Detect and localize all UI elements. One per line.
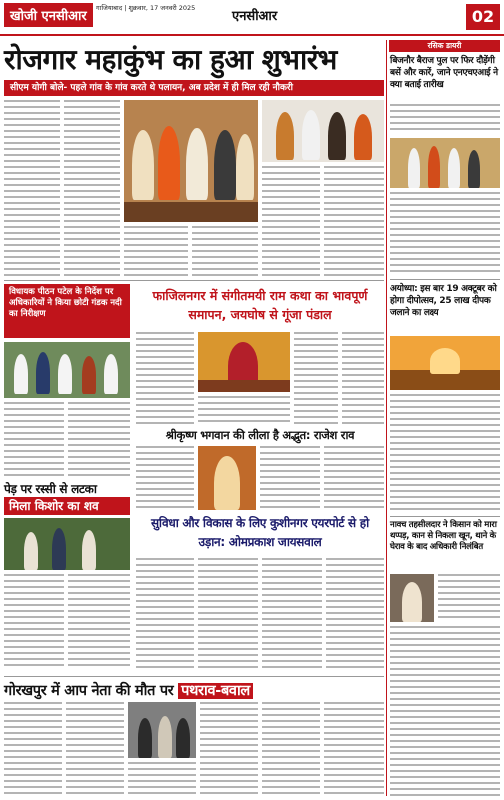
violence-headline-highlight: पथराव-बवाल — [178, 683, 253, 699]
tree-photo — [4, 518, 130, 570]
inspection-text-col-1 — [4, 402, 64, 476]
page-number: 02 — [466, 4, 500, 30]
lead-subheadline: सीएम योगी बोले- पहले गांव के गांव करते थे पलायन, अब प्रदेश में ही मिल रही नौकरी — [4, 80, 384, 96]
tree-headline-top: पेड़ पर रस्सी से लटका — [4, 482, 97, 496]
violence-text-col-3 — [128, 762, 196, 796]
airport-headline: सुविधा और विकास के लिए कुशीनगर एयरपोर्ट से हो उड़ान: ओमप्रकाश जायसवाल — [151, 516, 369, 549]
sidebar-story2-text — [390, 394, 500, 512]
airport-text-col-1 — [136, 558, 194, 670]
lead-headline: रोजगार महाकुंभ का हुआ शुभारंभ — [4, 43, 337, 76]
sidebar-story2-headline: अयोध्या: इस बार 19 अक्टूबर को होगा दीपोत्सव, 25 लाख दीपक जलाने का लक्ष्य — [390, 284, 497, 318]
airport-text-col-4 — [326, 558, 384, 670]
sidebar-rule — [386, 40, 387, 796]
sidebar-story1-text-2 — [390, 192, 500, 274]
lead-text-col-1 — [4, 100, 60, 276]
inspection-text-col-2 — [68, 402, 130, 476]
sidebar-tag: रसिक डायरी — [389, 40, 500, 52]
inspection-headline: विधायक पीठन पटेल के निर्देश पर अधिकारियों ने किया छोटी गंडक नदी का निरीक्षण — [4, 284, 130, 338]
sidebar-story3-headline: नावच तहसीलदार ने किसान को मारा थप्पड़, कान से निकला खून, थाने के घेराव के बाद अधिकारी निलंबित — [390, 520, 497, 552]
divider — [4, 280, 384, 281]
lead-text-col-6 — [324, 166, 384, 276]
lead-text-col-2 — [64, 100, 120, 276]
ramkatha-photo-2 — [198, 446, 256, 510]
lead-photo-right — [262, 100, 384, 162]
violence-text-col-4 — [200, 702, 258, 796]
divider — [390, 279, 500, 280]
lead-text-col-5 — [262, 166, 320, 276]
violence-text-col-5 — [262, 702, 320, 796]
ramkatha-photo — [198, 332, 290, 392]
paper-name: खोजी एनसीआर — [4, 3, 93, 27]
masthead-strip — [0, 0, 504, 36]
violence-photo — [128, 702, 196, 758]
sidebar-story1-headline: बिजनौर बैराज पुल पर फिर दौड़ेंगी बसें और कारें, जाने एनएचएआई ने क्या बताई तारीख — [390, 56, 498, 90]
airport-text-col-3 — [262, 558, 322, 670]
tree-headline-bottom: मिला किशोर का शव — [4, 497, 130, 515]
inspection-photo — [4, 342, 130, 398]
airport-text-col-2 — [198, 558, 258, 670]
tree-text-col-1 — [4, 574, 64, 670]
section-name: एनसीआर — [232, 9, 278, 24]
ramkatha-text-col-4 — [342, 332, 384, 424]
sidebar-story1-photo — [390, 138, 500, 188]
edition-line: गाजियाबाद | शुक्रवार, 17 जनवरी 2025 — [96, 4, 196, 12]
divider — [4, 676, 384, 677]
sidebar-story2-photo — [390, 336, 500, 390]
sidebar-story3-photo — [390, 574, 434, 622]
violence-text-col-1 — [4, 702, 62, 796]
sidebar-story3-text-1 — [438, 574, 500, 622]
ramkatha-text-col-5 — [136, 446, 194, 510]
ramkatha-text-col-3 — [294, 332, 338, 424]
violence-text-col-6 — [324, 702, 384, 796]
ramkatha-text-col-1 — [136, 332, 194, 424]
divider — [390, 516, 500, 517]
sidebar-story3-text-2 — [390, 626, 500, 796]
ramkatha-subhead: श्रीकृष्ण भगवान की लीला है अद्भुत: राजेश राव — [165, 428, 355, 442]
violence-headline — [4, 680, 384, 700]
ramkatha-headline: फाजिलनगर में संगीतमयी राम कथा का भावपूर्ण समापन, जयघोष से गूंजा पंडाल — [152, 288, 368, 322]
ramkatha-text-col-6 — [260, 446, 320, 510]
lead-text-col-3 — [124, 226, 188, 276]
violence-headline-prefix: गोरखपुर में आप नेता की मौत पर — [4, 683, 174, 699]
ramkatha-text-col-2 — [198, 396, 290, 424]
tree-text-col-2 — [68, 574, 130, 670]
ramkatha-text-col-7 — [324, 446, 384, 510]
lead-text-col-4 — [192, 226, 258, 276]
violence-text-col-2 — [66, 702, 124, 796]
sidebar-story1-text-1 — [390, 104, 500, 134]
lead-photo — [124, 100, 258, 222]
